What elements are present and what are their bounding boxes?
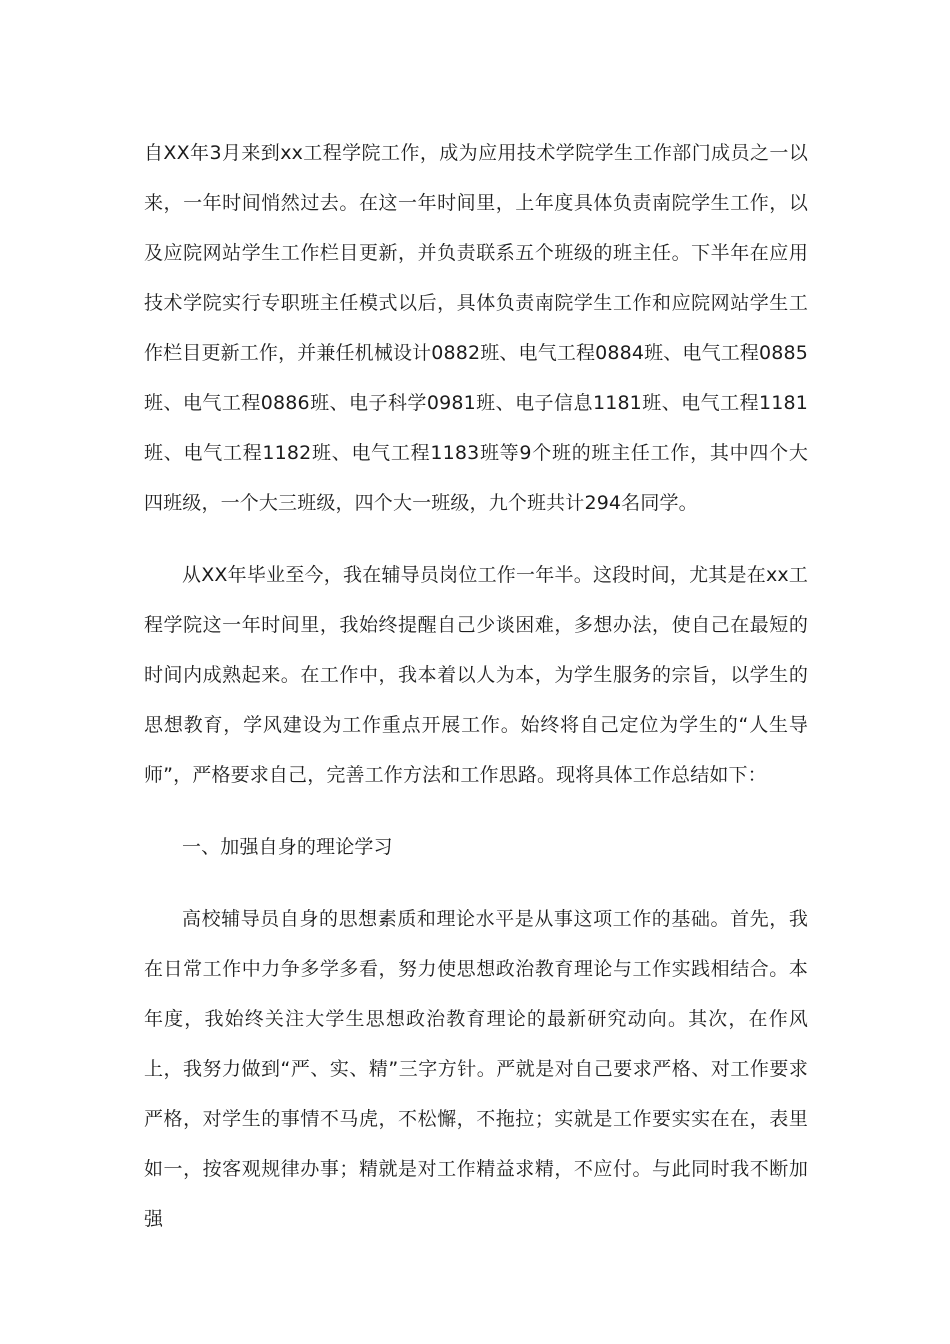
section-heading: 一、加强自身的理论学习 bbox=[182, 836, 393, 858]
paragraph-overview: 从XX年毕业至今，我在辅导员岗位工作一年半。这段时间，尤其是在xx工程学院这一年时间里，我始终提醒自己少谈困难，多想办法，使自己在最短的时间内成熟起来。在工作中，我本着以人为本，为学生服务的宗旨，以学生的思想教育，学风建设为工作重点开展工作。始终将自己定位为学生的“人生导师”，严格要求自己，完善工作方法和工作思路。现将具体工作总结如下： bbox=[144, 564, 808, 786]
paragraph-section-body: 高校辅导员自身的思想素质和理论水平是从事这项工作的基础。首先，我在日常工作中力争多学多看，努力使思想政治教育理论与工作实践相结合。本年度，我始终关注大学生思想政治教育理论的最新研究动向。其次，在作风上，我努力做到“严、实、精”三字方针。严就是对自己要求严格、对工作要求严格，对学生的事情不马虎，不松懈，不拖拉；实就是工作要实实在在，表里如一，按客观规律办事；精就是对工作精益求精，不应付。与此同时我不断加强 bbox=[144, 908, 808, 1230]
paragraph-intro: 自XX年3月来到xx工程学院工作，成为应用技术学院学生工作部门成员之一以来，一年时间悄然过去。在这一年时间里，上年度具体负责南院学生工作，以及应院网站学生工作栏目更新，并负责联系五个班级的班主任。下半年在应用技术学院实行专职班主任模式以后，具体负责南院学生工作和应院网站学生工作栏目更新工作，并兼任机械设计0882班、电气工程0884班、电气工程0885班、电气工程0886班、电子科学0981班、电子信息1181班、电气工程1181班、电气工程1182班、电气工程1183班等9个班的班主任工作，其中四个大四班级，一个大三班级，四个大一班级，九个班共计294名同学。 bbox=[144, 142, 808, 514]
document-body bbox=[144, 128, 808, 1244]
